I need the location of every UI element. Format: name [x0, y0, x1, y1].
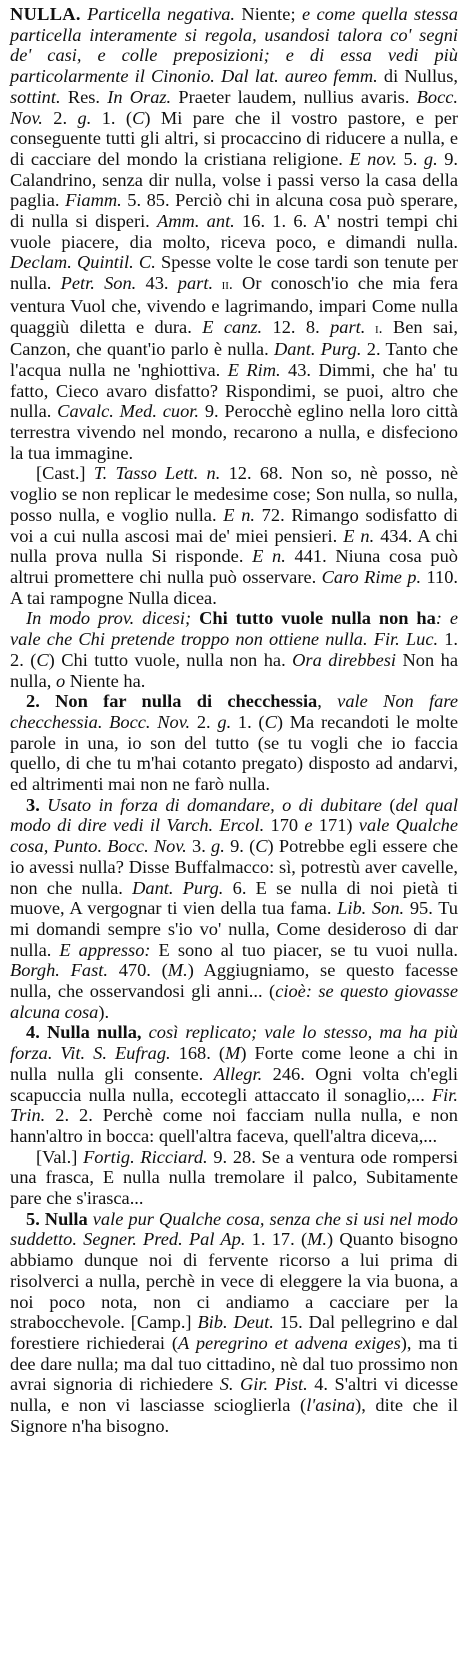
italic-run: C: [255, 836, 268, 857]
text-run: Res.: [60, 86, 108, 107]
italic-run: Dant. Purg.: [132, 877, 224, 898]
bold-run: Chi tutto vuole nulla non ha: [191, 608, 436, 629]
italic-run: E nov.: [349, 148, 397, 169]
text-run: di Nullus,: [377, 66, 459, 87]
text-run: 72. Rimango sodisfatto di voi a cui nulla ascosi mai de' miei pensieri.: [10, 504, 458, 546]
italic-run: part.: [330, 316, 366, 337]
italic-run: A peregrino et advena exiges: [178, 1333, 401, 1353]
text-run: 2.: [42, 107, 78, 128]
text-run: 441. Niuna cosa può altrui promettere chi nulla può osservare.: [10, 546, 458, 587]
italic-run: Fiamm.: [65, 190, 122, 211]
text-run: 9. Calandrino, senza dir nulla, volse i passi verso la casa della paglia.: [10, 148, 459, 211]
text-run: 2.: [190, 711, 218, 732]
text-run: 43. Dimmi, che ha' tu fatto, Cieco avaro disfatto? Rispondimi, se puoi, altro che nulla.: [10, 359, 458, 422]
italic-run: Declam. Quintil. C.: [10, 252, 156, 273]
italic-run: o: [55, 670, 66, 691]
text-run: 1. 2. (: [10, 629, 458, 670]
italic-run: E n.: [252, 546, 286, 567]
italic-run: In Oraz.: [107, 86, 172, 107]
sense-5-paragraph: [10, 1209, 458, 1437]
text-run: Ben sai, Canzon, che quant'io parlo è nulla.: [10, 316, 458, 360]
text-run: 12. 68. Non so, nè posso, nè voglio se non replicar le medesime cose; Son nulla, so nulla, posso nulla, e voglio nulla.: [10, 463, 459, 525]
text-run: 9. 28. Se a ventura ode rompersi una frasca, E nulla nulla tremolare il palco, Subitamente pare che s'irasca...: [10, 1146, 459, 1209]
italic-run: C: [264, 711, 277, 732]
bold-run: 4. Nulla nulla,: [26, 1022, 142, 1043]
italic-run: Fir. Luc.: [373, 629, 439, 650]
text-run: Praeter laudem, nullius avaris.: [171, 86, 417, 107]
text-run: ), ma ti dee dare nulla; ma dal tuo cittadino, nè dal tuo prossimo non avrai signoria di richiedere: [10, 1333, 459, 1395]
entry-definition: [10, 4, 458, 463]
italic-run: Fir. Trin.: [10, 1084, 458, 1126]
text-run: [Val.]: [36, 1146, 84, 1167]
italic-run: cioè: se questo giovasse alcuna cosa: [10, 981, 458, 1022]
italic-run: Bocc. Nov.: [10, 86, 458, 128]
italic-run: S. Gir. Pist.: [219, 1374, 308, 1395]
italic-run: vale Non fare checchessia. Bocc. Nov.: [10, 691, 458, 732]
text-run: Non ha nulla,: [10, 649, 459, 691]
italic-run: Bib. Deut.: [197, 1312, 274, 1333]
text-run: 6. E se nulla di noi pietà ti muove, A vergognar ti vien della tua fama.: [10, 877, 458, 919]
text-run: Niente ha.: [65, 670, 146, 691]
italic-run: Particella negativa.: [87, 4, 236, 24]
text-run: 1. (: [231, 711, 265, 732]
italic-run: Dant. Purg.: [274, 339, 362, 360]
text-run: 110. A tai rampogne Nulla dicea.: [10, 566, 458, 608]
italic-run: vale Qualche cosa, Punto. Bocc. Nov.: [10, 815, 459, 857]
text-run: (: [381, 794, 396, 815]
text-run: 3.: [186, 836, 212, 857]
italic-run: e come quella stessa particella interamente si regola, usandosi talora co' segni de' casi, e colle preposizioni; e di essa vedi più particolarmente il Cinonio. Dal lat. aureo femm.: [10, 4, 458, 87]
text-run: ) Potrebbe egli essere che io avessi nulla? Disse Buffalmacco: sì, potrestù aver cavelle, non che nulla.: [10, 836, 458, 898]
italic-run: Borgh. Fast.: [10, 960, 108, 981]
italic-run: g.: [217, 711, 232, 732]
text-run: 5.: [396, 148, 424, 169]
text-run: 16. 1. 6. A' nostri tempi chi vuole piacere, dia molto, riceva poco, e dimandi nulla.: [10, 211, 459, 252]
italic-run: part.: [177, 273, 214, 294]
italic-run: e: [304, 815, 313, 836]
text-run: 9. Perocchè eglino nella loro città terrestra vivendo nel mondo, recarono a nulla, e disfeciono la tua immagine.: [10, 401, 458, 463]
text-run: E sono al tuo piacer, se tu vuoi nulla.: [150, 939, 459, 960]
italic-run: C: [132, 107, 145, 128]
sense-4-paragraph: [10, 1022, 458, 1146]
text-run: 95. Tu mi domandi sempre s'io vo' nulla, Come desideroso di dar nulla.: [10, 898, 458, 960]
bold-run: 5. Nulla: [26, 1208, 88, 1229]
text-run: 5. 85. Perciò chi in alcuna cosa può sperare, di nulla si disperi.: [10, 190, 458, 232]
definition-text: [10, 4, 458, 463]
text-run: ) Quanto bisogno abbiamo dunque noi di fervente ricorso a lui prima di risolverci a nulla, perchè in vece di eleggere la via buona, a noi poco nota, non ci andiamo a cacciare per la strabocchevole. [Camp.]: [10, 1229, 458, 1333]
italic-run: Amm. ant.: [157, 211, 235, 232]
entry-headword: NULLA.: [10, 4, 81, 24]
italic-run: l'asina: [306, 1395, 356, 1416]
italic-run: Lib. Son.: [337, 898, 405, 919]
italic-run: sottint.: [10, 86, 61, 107]
text-run: 1. 17. (: [245, 1229, 308, 1250]
italic-run: Fortig. Ricciard.: [83, 1146, 208, 1167]
text-run: 43.: [136, 273, 178, 294]
text-run: ), dite che il Signore n'ha bisogno.: [10, 1395, 458, 1436]
text-run: 434. A chi nulla prova nulla Si risponde.: [10, 525, 459, 567]
italic-run: g.: [211, 836, 225, 857]
text-run: Niente;: [235, 4, 302, 24]
text-run: 9. (: [224, 836, 256, 857]
italic-run: del qual modo di dire vedi il Varch. Ercol.: [10, 794, 458, 836]
text-run: 470. (: [107, 960, 168, 981]
italic-run: E canz.: [202, 316, 263, 337]
italic-run: Allegr.: [213, 1063, 263, 1084]
italic-run: E Rim.: [227, 359, 281, 380]
italic-run: M.: [307, 1229, 327, 1250]
text-run: 2. 2. Perchè come noi facciam nulla nulla, e non hann'altro in bocca: quell'altra faceva, quell'altra diceva,...: [10, 1105, 458, 1146]
text-run: 2. Tanto che l'acqua nulla ne 'nghiottiva.: [10, 339, 458, 380]
italic-run: C: [36, 649, 49, 670]
text-run: 246. Ogni volta ch'egli scapuccia nulla nulla, eccotegli attaccato il sonaglio,...: [10, 1063, 458, 1105]
italic-run: così replicato; vale lo stesso, ma ha più forza. Vit. S. Eufrag.: [10, 1022, 458, 1064]
text-run: ) Chi tutto vuole, nulla non ha.: [48, 649, 293, 670]
text-run: 12. 8.: [262, 316, 331, 337]
italic-run: T. Tasso Lett. n.: [93, 463, 221, 484]
italic-run: Ora direbbesi: [292, 649, 397, 670]
italic-run: In modo prov. dicesi;: [26, 608, 192, 629]
text-run: [Cast.]: [36, 463, 94, 484]
italic-run: Cavalc. Med. cuor.: [57, 401, 200, 422]
italic-run: vale pur Qualche cosa, senza che si usi nel modo suddetto. Segner. Pred. Pal Ap.: [10, 1208, 458, 1250]
text-run: 4. S'altri vi dicesse nulla, e non vi lasciasse scioglierla (: [10, 1374, 458, 1416]
italic-run: M: [225, 1043, 241, 1064]
text-run: ) Mi pare che il vostro pastore, e per conseguente tutti gli altri, si procaccino di riducere a nulla, e di cacciare del mondo la cristiana religione.: [10, 107, 458, 169]
italic-run: Caro Rime p.: [321, 566, 422, 587]
text-run: Or conosch'io che mia fera ventura Vuol che, vivendo e lagrimando, impari Come nulla quaggiù diletta e dura.: [10, 273, 458, 337]
italic-run: g.: [423, 148, 438, 169]
bold-run: 3.: [26, 794, 40, 815]
sense-3-paragraph: [10, 795, 458, 1023]
proverb-paragraph: [10, 608, 458, 691]
italic-run: E appresso:: [59, 939, 151, 960]
italic-run: E n.: [343, 525, 375, 546]
text-run: ,: [317, 691, 338, 712]
text-run: 1. (: [91, 107, 133, 128]
text-run: Spesse volte le cose tardi son tenute per nulla.: [10, 252, 459, 294]
italic-run: g.: [77, 107, 92, 128]
italic-run: : e vale che Chi pretende troppo non ottiene nulla.: [10, 608, 458, 650]
text-run: 170: [264, 815, 305, 836]
text-run: i.: [365, 319, 383, 337]
text-run: ) Aggiugniamo, se questo facesse nulla, che osservandosi gli anni... (: [10, 960, 458, 1002]
italic-run: M.: [167, 960, 188, 981]
italic-run: Usato in forza di domandare, o di dubitare: [39, 794, 382, 815]
italic-run: Petr. Son.: [60, 273, 137, 294]
text-run: 171): [312, 815, 359, 836]
text-run: 15. Dal pellegrino e dal forestiere richiederai (: [10, 1312, 458, 1353]
text-run: ) Ma recandoti le molte parole in una, io son del tutto (se tu vogli che io faccia quello, di che tu m'hai cotanto pregato) disposto ad andarvi, ed altrimenti mai non ne farò nulla.: [10, 711, 458, 795]
citation-paragraph-val: [10, 1147, 458, 1209]
sense-2-paragraph: [10, 691, 458, 795]
text-run: ).: [98, 1001, 110, 1022]
citation-paragraph-cast: [10, 463, 458, 608]
italic-run: E n.: [223, 504, 255, 525]
text-run: 168. (: [170, 1043, 225, 1064]
text-run: ii.: [213, 276, 233, 294]
text-run: ) Forte come leone a chi in nulla nulla gli consente.: [10, 1043, 458, 1084]
bold-run: 2. Non far nulla di checchessia: [26, 691, 318, 712]
